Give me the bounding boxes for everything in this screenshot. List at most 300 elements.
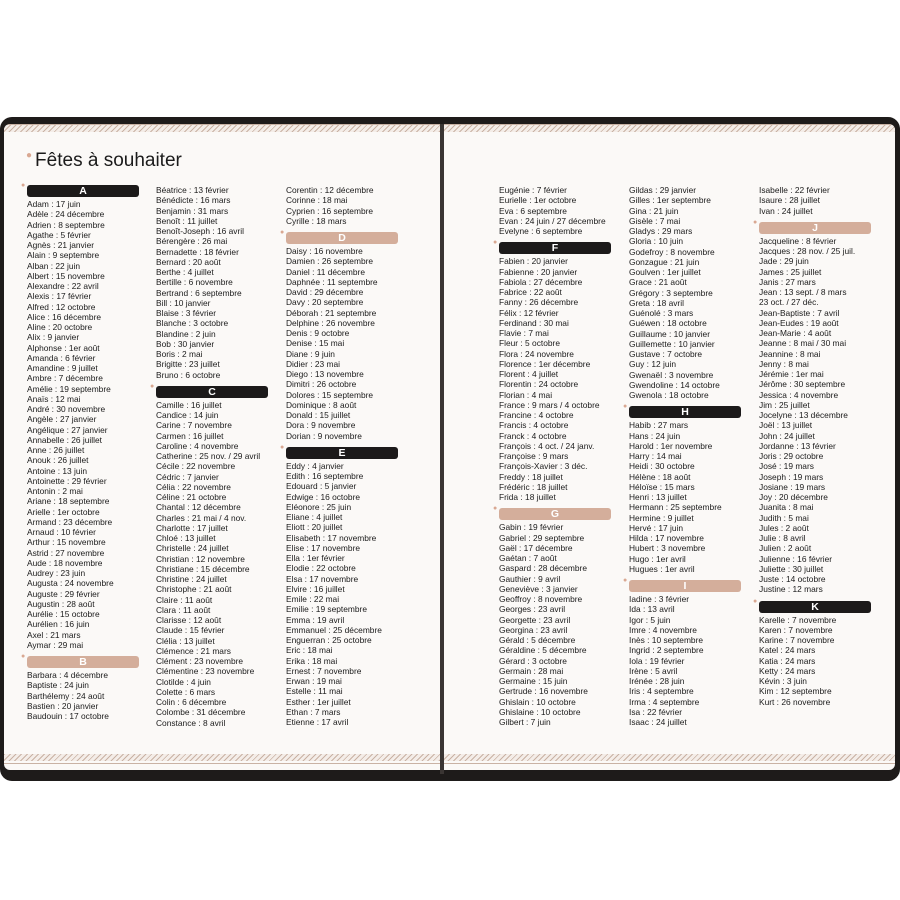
name-day-entry: Béatrice : 13 février [156, 185, 229, 195]
name-day-entry: Dorian : 9 novembre [286, 430, 362, 441]
name-day-entry: Fabiola : 27 décembre [499, 276, 583, 287]
name-day-entry: Eva : 6 septembre [499, 205, 567, 216]
name-day-entry: Benoît-Joseph : 16 avril [156, 226, 244, 236]
name-day-entry: Emma : 19 avril [286, 614, 345, 625]
name-day-entry: Jordanne : 13 février [759, 440, 836, 451]
name-day-entry: Eugénie : 7 février [499, 185, 567, 195]
name-day-entry: Elvire : 16 juillet [286, 583, 345, 594]
name-day-entry: Francis : 4 octobre [499, 420, 569, 431]
letter-header-g: G ● [499, 508, 611, 520]
name-day-entry: Jacqueline : 8 février [759, 235, 837, 246]
name-day-entry: Daphnée : 11 septembre [286, 276, 378, 287]
name-day-entry: Ella : 1er février [286, 553, 345, 563]
name-day-entry: Baudouin : 17 octobre [27, 711, 109, 721]
name-day-entry: Gladys : 29 mars [629, 226, 693, 236]
name-day-entry: Bénédicte : 16 mars [156, 195, 231, 206]
name-day-entry: Katia : 24 mars [759, 655, 816, 666]
name-day-entry: Harold : 1er novembre [629, 440, 713, 451]
name-day-entry: Julienne : 16 février [759, 553, 833, 564]
name-day-entry: Gonzague : 21 juin [629, 256, 700, 267]
name-day-entry: Déborah : 21 septembre [286, 307, 377, 318]
name-day-entry: Etienne : 17 avril [286, 717, 349, 727]
name-day-entry: Joël : 13 juillet [759, 420, 813, 431]
name-day-entry: Cédric : 7 janvier [156, 471, 219, 482]
name-day-entry: Enguerran : 25 octobre [286, 635, 372, 645]
name-day-entry: Anne : 26 juillet [27, 445, 85, 455]
name-day-entry: Alexis : 17 février [27, 291, 92, 302]
name-day-entry: Frédéric : 18 juillet [499, 481, 568, 492]
name-day-entry: Clara : 11 août [156, 604, 211, 615]
name-day-entry: Grégory : 3 septembre [629, 287, 713, 298]
name-day-entry: Iadine : 3 février [629, 594, 690, 604]
name-day-entry: Katel : 24 mars [759, 645, 816, 656]
name-day-entry: Diane : 9 juin [286, 348, 335, 359]
name-day-entry: Elodie : 22 octobre [286, 563, 356, 574]
name-day-entry: Hugues : 1er avril [629, 563, 695, 574]
name-day-entry: Cyprien : 16 septembre [286, 205, 374, 216]
name-day-entry: David : 29 décembre [286, 287, 364, 297]
name-day-entry: Joseph : 19 mars [759, 471, 824, 482]
name-day-entry: Axel : 21 mars [27, 629, 81, 640]
bullet-icon: ● [753, 597, 758, 605]
name-day-entry: Blanche : 3 octobre [156, 318, 229, 329]
name-day-entry: Aymar : 29 mai [27, 639, 84, 650]
name-day-entry: Flavie : 7 mai [499, 328, 549, 338]
name-day-entry: Bill : 10 janvier [156, 297, 211, 308]
name-day-entry: Edwige : 16 octobre [286, 491, 361, 502]
name-day-entry: Dominique : 8 août [286, 399, 357, 410]
name-day-entry: Clément : 23 novembre [156, 656, 244, 666]
name-day-entry: Janis : 27 mars [759, 276, 816, 287]
name-day-entry: Irénée : 28 juin [629, 676, 685, 686]
name-day-entry: Emmanuel : 25 décembre [286, 624, 382, 635]
name-day-entry: Guillaume : 10 janvier [629, 328, 710, 339]
name-day-entry: Florence : 1er décembre [499, 358, 591, 369]
name-day-entry: Fabien : 20 janvier [499, 256, 568, 267]
name-day-entry: Astrid : 27 novembre [27, 547, 105, 558]
name-day-entry: Arthur : 15 novembre [27, 537, 106, 548]
name-day-entry: Irène : 5 avril [629, 665, 678, 676]
name-day-entry: Jacques : 28 nov. / 25 juil. [759, 246, 856, 256]
name-day-entry: Alfred : 12 octobre [27, 301, 96, 312]
name-day-entry: James : 25 juillet [759, 266, 822, 277]
name-day-entry: Gilles : 1er septembre [629, 195, 711, 206]
name-day-entry: Elsa : 17 novembre [286, 573, 359, 584]
name-day-entry: Clarisse : 12 août [156, 615, 222, 625]
name-day-entry: Gloria : 10 juin [629, 236, 683, 247]
name-day-entry: Chantal : 12 décembre [156, 502, 241, 513]
name-day-entry: Inès : 10 septembre [629, 635, 704, 645]
name-day-entry: Augusta : 24 novembre [27, 578, 114, 589]
name-day-entry: Hilda : 17 novembre [629, 533, 704, 543]
name-day-entry: Isabelle : 22 février [759, 185, 830, 195]
name-day-entry: Armand : 23 décembre [27, 516, 113, 527]
name-day-entry: Adèle : 24 décembre [27, 209, 105, 220]
name-day-entry: Bernard : 20 août [156, 256, 221, 267]
name-day-entry: Christelle : 24 juillet [156, 543, 229, 554]
name-day-entry: Delphine : 26 novembre [286, 317, 375, 328]
names-column-5 [623, 185, 741, 727]
letter-header-f: F ● [499, 242, 611, 254]
name-day-entry: Harry : 14 mai [629, 451, 682, 461]
name-day-entry: Jules : 2 août [759, 522, 809, 533]
name-day-entry: Christine : 24 juillet [156, 574, 227, 584]
name-day-entry: Heidi : 30 octobre [629, 461, 695, 472]
page-title-text: Fêtes à souhaiter [35, 150, 182, 171]
name-day-entry: Gwenaël : 3 novembre [629, 369, 714, 380]
name-day-entry: Greta : 18 avril [629, 297, 684, 308]
name-day-entry: Grace : 21 août [629, 277, 687, 288]
decorative-border-top [4, 125, 441, 132]
name-day-entry: Berthe : 4 juillet [156, 267, 214, 277]
name-day-entry: Bertille : 6 novembre [156, 277, 233, 288]
name-day-entry: Geneviève : 3 janvier [499, 583, 578, 594]
name-day-entry: Baptiste : 24 juin [27, 680, 89, 691]
name-day-entry: Hélène : 18 août [629, 471, 691, 482]
name-day-entry: Célia : 22 novembre [156, 481, 231, 492]
name-day-entry: Francine : 4 octobre [499, 410, 574, 420]
bullet-icon: ● [21, 653, 26, 660]
name-day-entry: Clémentine : 23 novembre [156, 666, 255, 677]
name-day-entry: Daisy : 16 novembre [286, 246, 363, 256]
name-day-entry: Flora : 24 novembre [499, 348, 574, 359]
name-day-entry: Imre : 4 novembre [629, 624, 697, 635]
name-day-entry: Gaël : 17 décembre [499, 542, 573, 553]
name-day-entry: Gwenola : 18 octobre [629, 390, 709, 400]
name-day-entry: Freddy : 18 juillet [499, 471, 563, 482]
name-day-entry: Antonin : 2 mai [27, 486, 83, 496]
name-day-entry: Ghislaine : 10 octobre [499, 706, 581, 717]
name-day-entry: Alice : 16 décembre [27, 311, 102, 322]
name-day-entry: Jean-Baptiste : 7 avril [759, 307, 840, 318]
name-day-entry: Françoise : 9 mars [499, 451, 569, 461]
name-day-entry: Jérémie : 1er mai [759, 369, 824, 379]
name-day-entry: Erika : 18 mai [286, 655, 338, 666]
name-day-entry: Bastien : 20 janvier [27, 700, 99, 711]
name-day-entry: Jocelyne : 13 décembre [759, 410, 848, 420]
name-day-entry: Justine : 12 mars [759, 584, 823, 595]
name-day-entry: Clélia : 13 juillet [156, 635, 215, 646]
name-day-entry: Boris : 2 mai [156, 349, 203, 359]
name-day-entry: Eurielle : 1er octobre [499, 195, 577, 206]
name-day-entry: Gustave : 7 octobre [629, 349, 703, 359]
name-day-entry: Gabriel : 29 septembre [499, 532, 585, 543]
name-day-entry: Eléonore : 25 juin [286, 501, 352, 512]
name-day-entry: Aline : 20 octobre [27, 322, 93, 332]
bullet-icon: ● [280, 443, 285, 451]
letter-header-b: B ● [27, 656, 139, 668]
bullet-icon: ● [493, 505, 498, 513]
name-day-entry: Blaise : 3 février [156, 308, 217, 318]
name-day-entry: Bruno : 6 octobre [156, 369, 221, 380]
name-day-entry: Evelyne : 6 septembre [499, 226, 583, 236]
name-day-entry: Karen : 7 novembre [759, 624, 833, 635]
name-day-entry: Chloé : 13 juillet [156, 533, 216, 543]
name-day-entry: Edouard : 5 janvier [286, 481, 357, 492]
name-day-entry: Jade : 29 juin [759, 256, 809, 267]
name-day-entry: Dimitri : 26 octobre [286, 379, 357, 390]
name-day-entry: José : 19 mars [759, 461, 814, 472]
name-day-entry: Audrey : 23 juin [27, 568, 86, 578]
bullet-icon: ● [150, 382, 155, 390]
name-day-entry: Eddy : 4 janvier [286, 460, 344, 471]
name-day-entry: Annabelle : 26 juillet [27, 434, 102, 445]
name-day-entry: Angèle : 27 janvier [27, 414, 97, 425]
name-day-entry: Ghislain : 10 octobre [499, 696, 576, 707]
name-day-entry: Karine : 7 novembre [759, 635, 835, 645]
name-day-entry: Angélique : 27 janvier [27, 424, 108, 435]
decorative-border-bottom [4, 754, 441, 761]
name-day-entry: Dora : 9 novembre [286, 420, 356, 431]
name-day-entry: Judith : 5 mai [759, 512, 809, 523]
name-day-entry: Hermann : 25 septembre [629, 502, 722, 513]
name-day-entry: Gabin : 19 février [499, 522, 564, 533]
name-day-entry: Dolores : 15 septembre [286, 389, 374, 400]
name-day-entry: Gaétan : 7 août [499, 553, 557, 563]
name-day-entry: Benjamin : 31 mars [156, 205, 229, 216]
name-day-entry: Evan : 24 juin / 27 décembre [499, 215, 606, 226]
name-day-entry: Carmen : 16 juillet [156, 430, 224, 441]
name-day-entry: Henri : 13 juillet [629, 492, 687, 502]
letter-header-a: A ● [27, 185, 139, 197]
name-day-entry: Clémence : 21 mars [156, 645, 231, 656]
name-day-entry: Donald : 15 juillet [286, 410, 351, 420]
names-column-1 [21, 182, 139, 721]
name-day-entry: Ethan : 7 mars [286, 706, 341, 717]
letter-header-d: D ● [286, 232, 398, 244]
name-day-entry: Edith : 16 septembre [286, 471, 364, 481]
name-day-entry: Gina : 21 juin [629, 205, 679, 216]
names-column-3 [280, 185, 398, 727]
name-day-entry: François-Xavier : 3 déc. [499, 461, 588, 472]
name-day-entry: Georgette : 23 avril [499, 614, 571, 625]
name-day-entry: Franck : 4 octobre [499, 430, 567, 441]
name-day-entry: Géraldine : 5 décembre [499, 645, 587, 656]
name-day-entry: Agnès : 21 janvier [27, 240, 95, 250]
name-day-entry: Damien : 26 septembre [286, 256, 374, 267]
name-day-entry: Kévin : 3 juin [759, 676, 807, 686]
bullet-icon: ● [26, 150, 33, 161]
name-day-entry: Juliette : 30 juillet [759, 563, 824, 574]
name-day-entry: Arielle : 1er octobre [27, 506, 100, 517]
name-day-entry: Isaac : 24 juillet [629, 717, 687, 727]
name-day-entry: Jean-Eudes : 19 août [759, 317, 839, 328]
name-day-entry: Anouk : 26 juillet [27, 455, 89, 466]
name-day-entry: Corentin : 12 décembre [286, 185, 374, 195]
name-day-entry: Claire : 11 août [156, 594, 213, 605]
name-day-entry: Isaure : 28 juillet [759, 195, 820, 206]
name-day-entry: Guillemette : 10 janvier [629, 338, 715, 349]
name-day-entry: Amandine : 9 juillet [27, 363, 98, 373]
name-day-entry: Josiane : 19 mars [759, 481, 826, 492]
name-day-entry: Amanda : 6 février [27, 352, 96, 363]
name-day-entry: Félix : 12 février [499, 307, 559, 318]
name-day-entry: Barbara : 4 décembre [27, 670, 109, 680]
name-day-entry: Geoffroy : 8 novembre [499, 594, 583, 604]
name-day-entry: Denis : 9 octobre [286, 328, 350, 338]
name-day-entry: Habib : 27 mars [629, 420, 689, 431]
name-day-entry: Gérard : 3 octobre [499, 655, 567, 666]
name-day-entry: Clotilde : 4 juin [156, 676, 211, 687]
name-day-entry: Ketty : 24 mars [759, 665, 816, 676]
name-day-entry: Camille : 16 juillet [156, 399, 222, 410]
decorative-border-top [443, 125, 895, 132]
name-day-entry: Jenny : 8 mai [759, 358, 809, 369]
name-day-entry: Aude : 18 novembre [27, 557, 103, 568]
name-day-entry: Bernadette : 18 février [156, 246, 239, 257]
name-day-entry: Agathe : 5 février [27, 229, 91, 240]
name-day-entry: Candice : 14 juin [156, 410, 219, 420]
name-day-entry: Irma : 4 septembre [629, 696, 700, 707]
book-spine [440, 124, 444, 774]
bullet-icon: ● [623, 403, 628, 411]
name-day-entry: Georges : 23 avril [499, 604, 566, 615]
letter-header-k: K ● [759, 601, 871, 613]
name-day-entry: Ida : 13 avril [629, 604, 675, 615]
name-day-entry: Aurélie : 15 octobre [27, 609, 100, 619]
name-day-entry: Auguste : 29 février [27, 588, 100, 599]
name-day-entry: Antoinette : 29 février [27, 475, 107, 486]
name-day-entry: Céline : 21 octobre [156, 492, 227, 502]
name-day-entry: Gildas : 29 janvier [629, 185, 697, 195]
name-day-entry: Julie : 8 avril [759, 533, 806, 543]
name-day-entry: Adam : 17 juin [27, 199, 81, 209]
name-day-entry: Claude : 15 février [156, 625, 225, 636]
name-day-entry: Elisabeth : 17 novembre [286, 532, 377, 543]
name-day-entry: Julien : 2 août [759, 543, 812, 554]
name-day-entry: Fanny : 26 décembre [499, 297, 579, 308]
name-day-entry: Antoine : 13 juin [27, 465, 88, 476]
name-day-entry: Alexandre : 22 avril [27, 281, 99, 291]
name-day-entry: Anaïs : 12 mai [27, 393, 81, 404]
name-day-entry: Brigitte : 23 juillet [156, 359, 220, 370]
name-day-entry: Cyrille : 18 mars [286, 215, 347, 226]
name-day-entry: Juste : 14 octobre [759, 574, 826, 584]
name-day-entry: Juanita : 8 mai [759, 502, 814, 513]
name-day-entry: Aurélien : 16 juin [27, 619, 90, 630]
letter-header-j: J ● [759, 222, 871, 234]
name-day-entry: Guéwen : 18 octobre [629, 318, 707, 329]
name-day-entry: Guy : 12 juin [629, 359, 677, 370]
name-day-entry: Bob : 30 janvier [156, 338, 215, 349]
name-day-entry: Christophe : 21 août [156, 584, 232, 595]
name-day-entry: Germaine : 15 juin [499, 676, 568, 686]
name-day-entry: Cécile : 22 novembre [156, 461, 236, 472]
bullet-icon: ● [280, 229, 285, 236]
name-day-entry: Ambre : 7 décembre [27, 373, 103, 384]
name-day-entry: Estelle : 11 mai [286, 686, 343, 697]
name-day-entry: Gilbert : 7 juin [499, 717, 551, 727]
name-day-entry: François : 4 oct. / 24 janv. [499, 440, 595, 451]
name-day-entry: Emile : 22 mai [286, 594, 340, 604]
name-day-entry: Hugo : 1er avril [629, 553, 686, 564]
name-day-entry: Jim : 25 juillet [759, 399, 810, 410]
name-day-entry: Blandine : 2 juin [156, 328, 216, 339]
name-day-entry: Jeanne : 8 mai / 30 mai [759, 338, 847, 349]
name-day-entry: Elise : 17 novembre [286, 542, 361, 553]
name-day-entry: Iola : 19 février [629, 655, 685, 666]
name-day-entry: Denise : 15 mai [286, 338, 345, 349]
letter-header-e: E ● [286, 447, 398, 459]
name-day-entry: Alain : 9 septembre [27, 250, 100, 261]
name-day-entry: Augustin : 28 août [27, 598, 95, 609]
name-day-entry: Frida : 18 juillet [499, 492, 556, 502]
name-day-entry: André : 30 novembre [27, 404, 106, 414]
names-column-2 [150, 185, 268, 728]
name-day-entry: Albert : 15 novembre [27, 270, 105, 281]
bullet-icon: ● [21, 182, 26, 189]
name-day-entry: Amélie : 19 septembre [27, 383, 111, 394]
decorative-border-bottom [443, 754, 895, 761]
name-day-entry: Eliott : 20 juillet [286, 522, 343, 533]
bullet-icon: ● [493, 239, 498, 247]
name-day-entry: Ferdinand : 30 mai [499, 317, 569, 328]
name-day-entry: Fleur : 5 octobre [499, 338, 560, 349]
name-day-entry: Gaspard : 28 décembre [499, 563, 587, 574]
name-day-entry: Charlotte : 17 juillet [156, 522, 228, 533]
name-day-entry: Barthélemy : 24 août [27, 690, 105, 701]
name-day-entry: Ingrid : 2 septembre [629, 645, 704, 656]
name-day-entry: Hubert : 3 novembre [629, 543, 706, 554]
name-day-entry: Didier : 23 mai [286, 358, 340, 369]
letter-header-i: I ● [629, 580, 741, 592]
name-day-entry: Joy : 20 décembre [759, 492, 828, 502]
name-day-entry: Ernest : 7 novembre [286, 665, 362, 676]
name-day-entry: Bérengère : 26 mai [156, 236, 228, 247]
name-day-entry: Joris : 29 octobre [759, 451, 824, 461]
name-day-entry: Colin : 6 décembre [156, 697, 227, 707]
name-day-entry: Davy : 20 septembre [286, 297, 364, 308]
name-day-entry: Erwan : 19 mai [286, 676, 342, 686]
name-day-entry: Hans : 24 juin [629, 430, 681, 441]
name-day-entry: Alix : 9 janvier [27, 332, 80, 343]
name-day-entry: Alban : 22 juin [27, 260, 81, 271]
page-title [26, 150, 182, 172]
name-day-entry: Emilie : 19 septembre [286, 604, 367, 615]
name-day-entry: Goulven : 1er juillet [629, 267, 701, 277]
name-day-entry: Jeannine : 8 mai [759, 348, 821, 359]
name-day-entry: Jean : 13 sept. / 8 mars [759, 287, 847, 297]
name-day-entry: Fabienne : 20 janvier [499, 266, 578, 277]
name-day-entry: Kurt : 26 novembre [759, 696, 831, 707]
name-day-entry: Esther : 1er juillet [286, 696, 351, 707]
name-day-entry: Christian : 12 novembre [156, 553, 245, 564]
name-day-entry: Jessica : 4 novembre [759, 389, 839, 400]
name-day-entry: Hervé : 17 juin [629, 522, 683, 533]
name-day-entry: Igor : 5 juin [629, 614, 671, 625]
bullet-icon: ● [753, 218, 758, 226]
name-day-entry: Florentin : 24 octobre [499, 379, 579, 390]
name-day-entry: Jérôme : 30 septembre [759, 379, 846, 390]
name-day-entry: Constance : 8 avril [156, 717, 226, 728]
name-day-entry: Hermine : 9 juillet [629, 512, 694, 523]
name-day-entry: Catherine : 25 nov. / 29 avril [156, 451, 261, 461]
name-day-entry: Gwendoline : 14 octobre [629, 379, 720, 390]
name-day-entry: Adrien : 8 septembre [27, 219, 105, 230]
name-day-entry: Georgina : 23 avril [499, 624, 568, 635]
name-day-entry: Iris : 4 septembre [629, 686, 694, 697]
name-day-entry: John : 24 juillet [759, 430, 815, 441]
name-day-entry: Gertrude : 16 novembre [499, 686, 588, 697]
name-day-entry: Germain : 28 mai [499, 665, 564, 676]
name-day-entry: Fabrice : 22 août [499, 287, 562, 297]
name-day-entry: Eliane : 4 juillet [286, 512, 343, 522]
name-day-entry: Kim : 12 septembre [759, 686, 832, 697]
names-column-4 [493, 185, 611, 727]
name-day-entry: Héloïse : 15 mars [629, 481, 695, 492]
name-day-entry: Benoît : 11 juillet [156, 215, 218, 226]
name-day-entry: Godefroy : 8 novembre [629, 246, 715, 257]
